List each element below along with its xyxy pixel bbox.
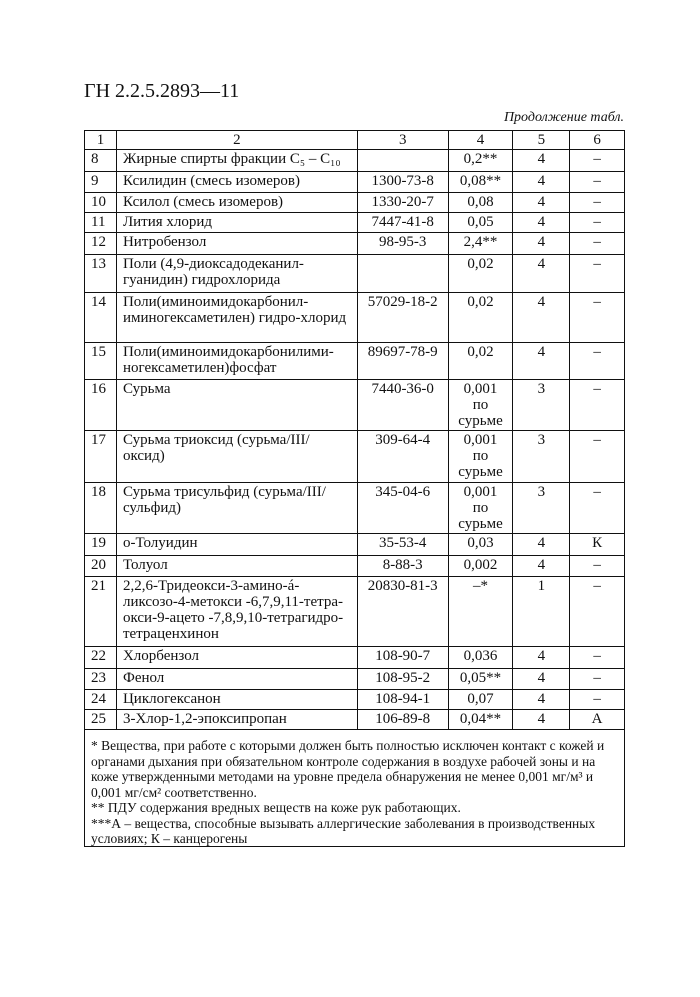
- note-mark: –: [570, 647, 625, 669]
- limit-value: 2,4**: [448, 233, 513, 255]
- table-row: [85, 577, 625, 647]
- hazard-class: 3: [513, 483, 570, 534]
- table-row: [85, 431, 625, 483]
- cas-number: 309-64-4: [357, 431, 448, 483]
- substance-name: Сурьма: [116, 380, 357, 431]
- footnote: ** ПДУ содержания вредных веществ на коже рук работающих.: [91, 800, 461, 815]
- limit-value: 0,05: [448, 213, 513, 233]
- row-number: 10: [85, 193, 117, 213]
- row-number: 24: [85, 690, 117, 710]
- table-row: [85, 380, 625, 431]
- cas-number: 345-04-6: [357, 483, 448, 534]
- cas-number: 108-94-1: [357, 690, 448, 710]
- hazard-class: 4: [513, 193, 570, 213]
- cas-number: [357, 150, 448, 172]
- table-continuation-label: Продолжение табл.: [503, 110, 624, 125]
- hazard-class: 3: [513, 380, 570, 431]
- substance-name: о-Толуидин: [116, 534, 357, 556]
- note-mark: –: [570, 150, 625, 172]
- limit-value: 0,03: [448, 534, 513, 556]
- table-row: [85, 193, 625, 213]
- note-mark: К: [570, 534, 625, 556]
- cas-number: 7447-41-8: [357, 213, 448, 233]
- substance-name: 2,2,6-Тридеокси-3-амино-á-ликсозо-4-метокси -6,7,9,11-тетра-окси-9-ацето -7,8,9,10-тетрагидро-тетраценхинон: [116, 577, 357, 647]
- hazard-class: 4: [513, 343, 570, 380]
- table-row: [85, 483, 625, 534]
- substance-name: Сурьма триоксид (сурьма/III/оксид): [116, 431, 357, 483]
- note-mark: –: [570, 577, 625, 647]
- row-number: 21: [85, 577, 117, 647]
- substance-name: Поли(иминоимидокарбонил-иминогексаметилен) гидро-хлорид: [116, 293, 357, 343]
- hazard-class: 4: [513, 213, 570, 233]
- row-number: 25: [85, 710, 117, 730]
- substance-name: Хлорбензол: [116, 647, 357, 669]
- row-number: 22: [85, 647, 117, 669]
- cas-number: 89697-78-9: [357, 343, 448, 380]
- hazard-class: 3: [513, 431, 570, 483]
- limit-value: 0,04**: [448, 710, 513, 730]
- hazard-class: 4: [513, 233, 570, 255]
- note-mark: –: [570, 172, 625, 193]
- limit-value: 0,02: [448, 293, 513, 343]
- row-number: 15: [85, 343, 117, 380]
- footnotes: [84, 728, 625, 847]
- substance-name: Толуол: [116, 556, 357, 577]
- cas-number: 108-90-7: [357, 647, 448, 669]
- hazard-class: 4: [513, 255, 570, 293]
- substance-name: Жирные спирты фракции C₅ – C₁₀: [116, 150, 357, 172]
- substance-name: Фенол: [116, 669, 357, 690]
- cas-number: 108-95-2: [357, 669, 448, 690]
- limit-value: –*: [448, 577, 513, 647]
- cas-number: 1300-73-8: [357, 172, 448, 193]
- substance-name: Сурьма трисульфид (сурьма/III/сульфид): [116, 483, 357, 534]
- footnote: * Вещества, при работе с которыми должен быть полностью исключен контакт с кожей и органами дыхания при обязательном контроле содержания в воздухе рабочей зоны и на коже утвержденными методами на уровне предела обнаружения не менее 0,001 мг/м³ и 0,001 мг/см² соответственно.: [91, 738, 605, 800]
- substance-name: Поли (4,9-диоксадодеканил-гуанидин) гидрохлорида: [116, 255, 357, 293]
- note-mark: –: [570, 343, 625, 380]
- note-mark: –: [570, 556, 625, 577]
- limit-value: 0,001 по сурьме: [448, 431, 513, 483]
- header-cell: 2: [116, 131, 357, 150]
- row-number: 16: [85, 380, 117, 431]
- table-row: [85, 213, 625, 233]
- hazard-class: 4: [513, 150, 570, 172]
- note-mark: –: [570, 293, 625, 343]
- limit-value: 0,07: [448, 690, 513, 710]
- header-cell: 6: [570, 131, 625, 150]
- hazard-class: 4: [513, 293, 570, 343]
- substance-name: 3-Хлор-1,2-эпоксипропан: [116, 710, 357, 730]
- substance-name: Циклогексанон: [116, 690, 357, 710]
- limit-value: 0,036: [448, 647, 513, 669]
- limit-value: 0,08**: [448, 172, 513, 193]
- header-cell: 5: [513, 131, 570, 150]
- row-number: 19: [85, 534, 117, 556]
- limit-value: 0,2**: [448, 150, 513, 172]
- table-row: [85, 690, 625, 710]
- footnote: ***А – вещества, способные вызывать аллергические заболевания в производственных условиях; К – канцерогены: [91, 815, 596, 846]
- substance-name: Нитробензол: [116, 233, 357, 255]
- table-row: [85, 150, 625, 172]
- limit-value: 0,001 по сурьме: [448, 483, 513, 534]
- row-number: 9: [85, 172, 117, 193]
- table-row: [85, 343, 625, 380]
- note-mark: –: [570, 193, 625, 213]
- hazard-class: 4: [513, 534, 570, 556]
- limit-value: 0,05**: [448, 669, 513, 690]
- header-cell: 3: [357, 131, 448, 150]
- cas-number: 106-89-8: [357, 710, 448, 730]
- limit-value: 0,08: [448, 193, 513, 213]
- hazard-class: 4: [513, 669, 570, 690]
- note-mark: –: [570, 669, 625, 690]
- note-mark: –: [570, 690, 625, 710]
- cas-number: 1330-20-7: [357, 193, 448, 213]
- row-number: 13: [85, 255, 117, 293]
- note-mark: –: [570, 255, 625, 293]
- header-cell: 1: [85, 131, 117, 150]
- hazard-class: 4: [513, 172, 570, 193]
- note-mark: –: [570, 213, 625, 233]
- cas-number: 35-53-4: [357, 534, 448, 556]
- table-row: [85, 233, 625, 255]
- cas-number: 7440-36-0: [357, 380, 448, 431]
- row-number: 18: [85, 483, 117, 534]
- table-row: [85, 669, 625, 690]
- limit-value: 0,02: [448, 255, 513, 293]
- table-row: [85, 255, 625, 293]
- row-number: 14: [85, 293, 117, 343]
- table-header-row: [85, 131, 625, 150]
- cas-number: 57029-18-2: [357, 293, 448, 343]
- substance-name: Поли(иминоимидокарбонилими-ногексаметилен)фосфат: [116, 343, 357, 380]
- table-row: [85, 172, 625, 193]
- row-number: 8: [85, 150, 117, 172]
- limit-value: 0,002: [448, 556, 513, 577]
- hazard-class: 1: [513, 577, 570, 647]
- note-mark: –: [570, 431, 625, 483]
- substances-table: [84, 130, 625, 730]
- hazard-class: 4: [513, 690, 570, 710]
- hazard-class: 4: [513, 556, 570, 577]
- row-number: 23: [85, 669, 117, 690]
- cas-number: 98-95-3: [357, 233, 448, 255]
- table-row: [85, 534, 625, 556]
- substance-name: Ксилол (смесь изомеров): [116, 193, 357, 213]
- limit-value: 0,02: [448, 343, 513, 380]
- header-cell: 4: [448, 131, 513, 150]
- table-row: [85, 710, 625, 730]
- row-number: 11: [85, 213, 117, 233]
- hazard-class: 4: [513, 710, 570, 730]
- cas-number: [357, 255, 448, 293]
- note-mark: –: [570, 483, 625, 534]
- document-title: ГН 2.2.5.2893—11: [84, 80, 240, 102]
- note-mark: –: [570, 233, 625, 255]
- limit-value: 0,001 по сурьме: [448, 380, 513, 431]
- cas-number: 20830-81-3: [357, 577, 448, 647]
- hazard-class: 4: [513, 647, 570, 669]
- row-number: 12: [85, 233, 117, 255]
- substance-name: Лития хлорид: [116, 213, 357, 233]
- table-row: [85, 647, 625, 669]
- row-number: 17: [85, 431, 117, 483]
- note-mark: –: [570, 380, 625, 431]
- substance-name: Ксилидин (смесь изомеров): [116, 172, 357, 193]
- row-number: 20: [85, 556, 117, 577]
- note-mark: А: [570, 710, 625, 730]
- cas-number: 8-88-3: [357, 556, 448, 577]
- table-row: [85, 293, 625, 343]
- table-row: [85, 556, 625, 577]
